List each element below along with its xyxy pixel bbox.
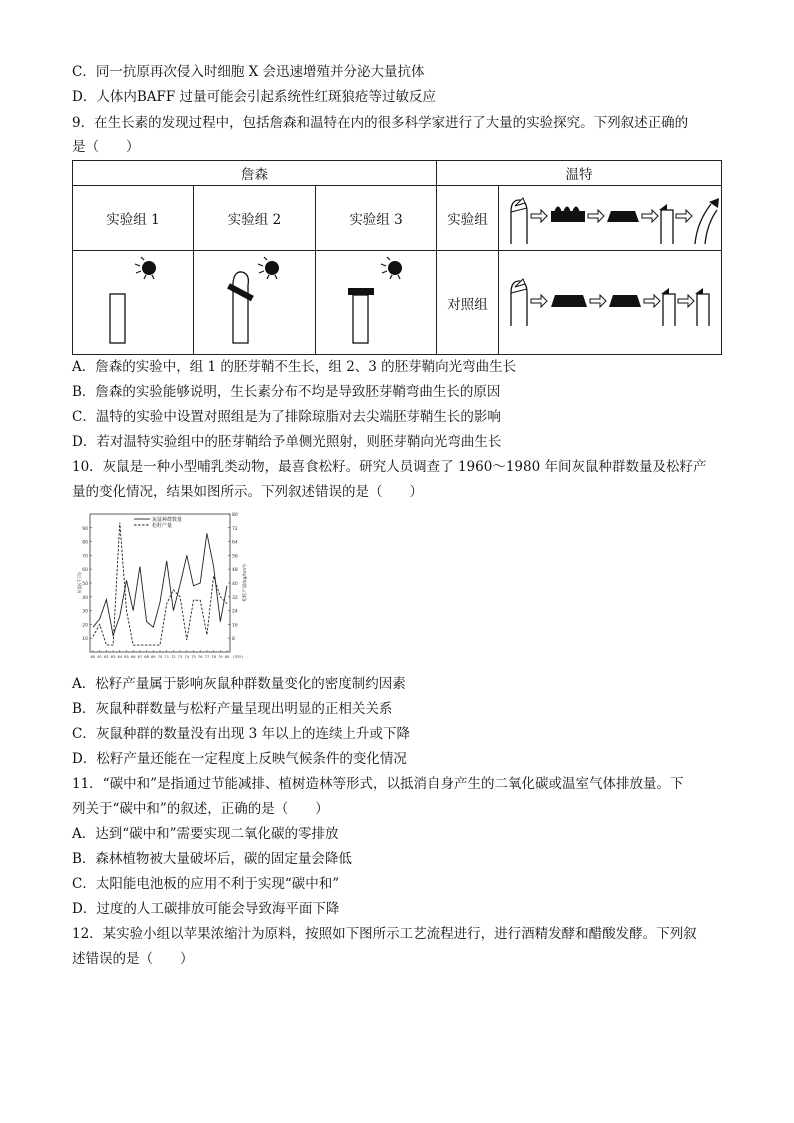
- question-12-stem: 12．某实验小组以苹果浓缩汁为原料，按照如下图所示工艺流程进行，进行酒精发酵和醋酸发酵。下列叙: [72, 926, 697, 942]
- y-left-tick-label: 50: [82, 582, 88, 587]
- question-12-stem-cont: 述错误的是（ ）: [72, 951, 194, 967]
- y-right-tick-label: 48: [232, 568, 238, 574]
- option-d-q10: D．松籽产量还能在一定程度上反映气候条件的变化情况: [72, 751, 407, 767]
- y-right-tick-label: 64: [232, 540, 238, 546]
- x-tick-label: 75: [191, 655, 196, 659]
- option-d-q11: D．过度的人工碳排放可能会导致海平面下降: [72, 901, 340, 917]
- jensen-group1-diagram: [73, 251, 194, 355]
- option-c-q8: C．同一抗原再次侵入时细胞 X 会迅速增殖并分泌大量抗体: [72, 64, 425, 80]
- y-left-axis-label: 灰鼠(千只): [78, 572, 83, 594]
- went-ctrl-diagram: [499, 251, 722, 355]
- x-tick-label: 64: [117, 655, 123, 659]
- y-right-tick-label: 80: [232, 513, 238, 518]
- population-chart: [74, 508, 252, 664]
- y-right-tick-label: 56: [232, 554, 238, 560]
- y-left-tick-label: 30: [82, 609, 88, 615]
- jensen-header: 詹森: [73, 161, 437, 186]
- plot-border: [90, 514, 230, 652]
- x-tick-label: 67: [137, 655, 143, 659]
- option-b-q11: B．森林植物被大量破坏后，碳的固定量会降低: [72, 851, 352, 867]
- x-tick-label: 74: [184, 655, 190, 659]
- went-control-diagram: [499, 251, 722, 354]
- y-left-tick-label: 10: [82, 637, 88, 643]
- question-11-stem: 11．“碳中和”是指通过节能减排、植树造林等形式，以抵消自身产生的二氧化碳或温室气体排放量。下: [72, 776, 684, 792]
- series-line-2: [93, 523, 227, 645]
- chart-series: [93, 523, 227, 645]
- x-tick-label: 65: [124, 655, 129, 659]
- question-9-stem-cont: 是（ ）: [72, 139, 140, 155]
- y-right-tick-label: 40: [232, 582, 238, 587]
- x-tick-label: 78: [211, 655, 216, 659]
- y-left-tick-label: 90: [82, 526, 88, 532]
- x-tick-label: 70: [157, 655, 163, 659]
- x-tick-label: 79: [218, 655, 223, 659]
- question-11-stem-cont: 列关于“碳中和”的叙述，正确的是（ ）: [72, 801, 329, 817]
- option-d-q9: D．若对温特实验组中的胚芽鞘给予单侧光照射，则胚芽鞘向光弯曲生长: [72, 434, 502, 450]
- question-9-stem: 9．在生长素的发现过程中，包括詹森和温特在内的很多科学家进行了大量的实验探究。下列叙述正确的: [72, 115, 689, 131]
- y-right-tick-label: 8: [232, 637, 235, 643]
- x-tick-label: 66: [130, 655, 136, 659]
- y-left-tick-label: 70: [82, 554, 88, 560]
- went-header: 温特: [437, 161, 722, 186]
- option-a-q11: A．达到“碳中和”需要实现二氧化碳的零排放: [72, 826, 339, 842]
- y-right-axis-label: 松籽产量(kg/hm²): [243, 564, 248, 602]
- x-tick-label: 68: [144, 655, 149, 659]
- option-a-q10: A．松籽产量属于影响灰鼠种群数量变化的密度制约因素: [72, 676, 406, 692]
- chart-ticks: [76, 512, 248, 659]
- x-tick-label: 63: [110, 655, 116, 659]
- legend-label-1: 灰鼠种群数量: [152, 516, 183, 523]
- jensen-group1-label: 实验组 1: [73, 186, 194, 251]
- experiment-table: [72, 160, 722, 355]
- y-right-tick-label: 16: [232, 623, 238, 629]
- x-tick-label: 77: [204, 655, 210, 659]
- option-c-q11: C．太阳能电池板的应用不利于实现“碳中和”: [72, 876, 340, 892]
- y-right-tick-label: 32: [232, 595, 238, 601]
- chart-frame: [90, 514, 230, 652]
- jensen-group3-diagram: [316, 251, 437, 355]
- x-tick-label: 69: [151, 655, 156, 659]
- option-b-q10: B．灰鼠种群数量与松籽产量呈现出明显的正相关关系: [72, 701, 393, 717]
- went-exp-label: 实验组: [437, 186, 499, 251]
- x-tick-label: 73: [177, 655, 183, 659]
- group3-coleoptile-diagram: [316, 251, 437, 354]
- option-d-q8: D．人体内BAFF 过量可能会引起系统性红斑狼疮等过敏反应: [72, 89, 437, 105]
- question-10-stem-cont: 量的变化情况，结果如图所示。下列叙述错误的是（ ）: [72, 484, 423, 500]
- option-a-q9: A．詹森的实验中，组 1 的胚芽鞘不生长，组 2、3 的胚芽鞘向光弯曲生长: [72, 359, 517, 375]
- x-tick-label: 76: [197, 655, 203, 659]
- went-experiment-diagram: [499, 186, 722, 250]
- y-left-tick-label: 20: [82, 623, 88, 629]
- x-tick-label: 62: [104, 655, 109, 659]
- jensen-group3-label: 实验组 3: [316, 186, 437, 251]
- legend-label-2: 松籽产量: [152, 522, 173, 529]
- x-tick-label: 72: [171, 655, 176, 659]
- option-c-q10: C．灰鼠种群的数量没有出现 3 年以上的连续上升或下降: [72, 726, 411, 742]
- y-right-tick-label: 72: [232, 526, 238, 532]
- x-tick-label: 60: [90, 655, 96, 659]
- series-line-1: [93, 533, 227, 635]
- y-left-tick-label: 40: [82, 595, 88, 601]
- x-tick-label: 61: [97, 655, 102, 659]
- question-10-stem: 10．灰鼠是一种小型哺乳类动物，最喜食松籽。研究人员调查了 1960～1980 年间灰鼠种群数量及松籽产: [72, 459, 707, 475]
- chart-legend: [134, 516, 182, 529]
- y-right-tick-label: 24: [232, 609, 238, 615]
- jensen-group2-diagram: [194, 251, 316, 355]
- option-c-q9: C．温特的实验中设置对照组是为了排除琼脂对去尖端胚芽鞘生长的影响: [72, 409, 501, 425]
- group2-coleoptile-diagram: [194, 251, 316, 354]
- option-b-q9: B．詹森的实验能够说明，生长素分布不均是导致胚芽鞘弯曲生长的原因: [72, 384, 501, 400]
- y-left-tick-label: 80: [82, 540, 88, 546]
- y-left-tick-label: 60: [82, 568, 88, 574]
- x-tick-label: 71: [164, 655, 169, 659]
- went-exp-diagram: [499, 186, 722, 251]
- jensen-group2-label: 实验组 2: [194, 186, 316, 251]
- x-tick-label: 80: [224, 655, 230, 659]
- group1-coleoptile-diagram: [73, 251, 194, 354]
- x-unit-label: (年份): [233, 655, 243, 659]
- went-ctrl-label: 对照组: [437, 251, 499, 355]
